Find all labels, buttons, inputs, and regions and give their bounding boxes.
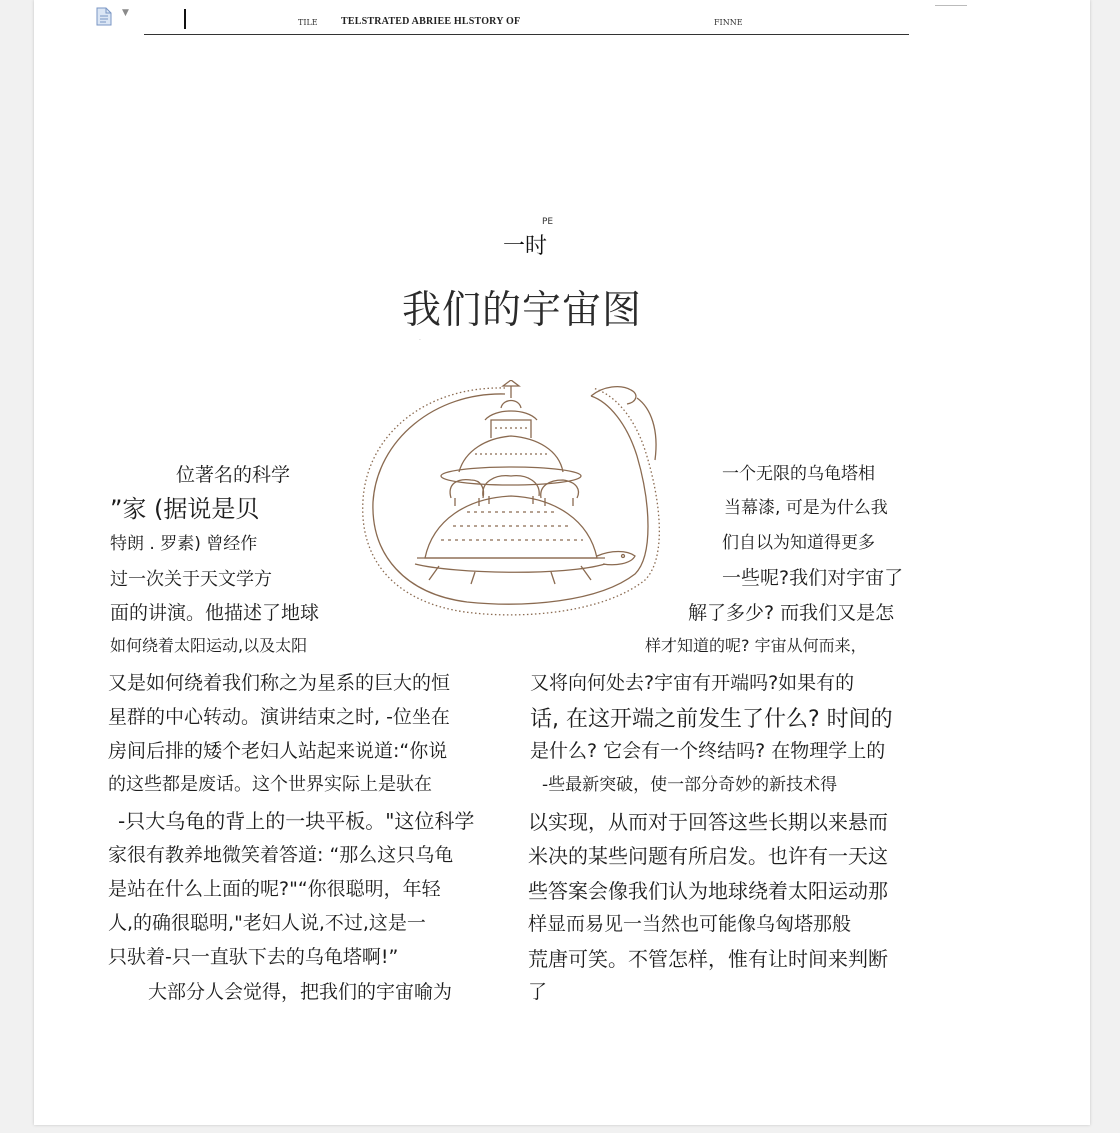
chapter-title: 我们的宇宙图: [402, 288, 643, 333]
right-column-line-10: 了: [528, 981, 548, 1003]
right-column-line-2: 话, 在这开端之前发生了什么? 时间的: [530, 707, 893, 732]
right-column-line-5: 以实现，从而对于回答这些长期以来悬而: [528, 810, 888, 834]
right-column-line-9: 荒唐可笑。不管怎样，惟有让时间来判断: [528, 947, 888, 971]
page-corner-mark: [935, 5, 967, 6]
left-wrap-line-5: 面的讲演。他描述了地球: [110, 602, 320, 624]
left-wrap-line-1: 位著名的科学: [176, 464, 291, 486]
left-column-line-1: 又是如何绕着我们称之为星系的巨大的恒: [108, 672, 451, 694]
stray-mark: ·: [419, 337, 421, 344]
left-wrap-line-4: 过一次关于天文学方: [110, 569, 272, 590]
left-wrap-line-3: 特朗 . 罗素) 曾经作: [110, 534, 258, 554]
right-wrap-line-5: 解了多少? 而我们又是怎: [688, 602, 895, 624]
running-header: [144, 6, 909, 35]
turtle-tower-illustration: [355, 380, 667, 625]
left-column-line-3: 房间后排的矮个老妇人站起来说道:“你说: [108, 740, 448, 762]
left-column-line-6: 家很有教养地微笑着答道: “那么这只乌龟: [108, 844, 454, 866]
right-column-line-6: 米决的某些问题有所启发。也许有一天这: [528, 844, 888, 868]
left-wrap-line-6: 如何绕着太阳运动,以及太阳: [110, 636, 308, 655]
chevron-down-icon[interactable]: ▼: [122, 8, 129, 18]
header-right-label: FINNE: [714, 18, 743, 27]
right-wrap-line-2: 当幕漆, 可是为什么我: [724, 498, 888, 518]
document-icon[interactable]: [96, 7, 112, 26]
left-wrap-line-2: ”家 (据说是贝: [110, 495, 260, 523]
right-wrap-line-4: 一些呢?我们对宇宙了: [722, 567, 904, 589]
right-wrap-line-3: 们自以为知道得更多: [722, 533, 875, 553]
left-column-line-2: 星群的中心转动。演讲结束之时, -位坐在: [108, 706, 450, 728]
left-column-line-10: 大部分人会觉得，把我们的宇宙喻为: [148, 981, 453, 1003]
text-cursor: [184, 9, 186, 29]
right-column-line-7: 些答案会像我们认为地球绕着太阳运动那: [528, 879, 888, 903]
right-column-line-4: -些最新突破，使一部分奇妙的新技术得: [542, 775, 838, 795]
right-column-line-3: 是什么? 它会有一个终结吗? 在物理学上的: [530, 740, 886, 762]
right-column-line-1: 又将向何处去?宇宙有开端吗?如果有的: [530, 672, 855, 694]
header-left-label: TILE: [298, 18, 318, 27]
chapter-superscript: PE: [542, 217, 554, 227]
left-column-line-5: -只大乌龟的背上的一块平板。"这位科学: [118, 809, 475, 833]
left-column-line-7: 是站在什么上面的呢?"“你很聪明，年轻: [108, 878, 441, 900]
right-wrap-line-6: 样才知道的呢? 宇宙从何而来，: [645, 636, 867, 655]
chapter-number: 一时: [503, 234, 548, 259]
right-wrap-line-1: 一个无限的乌龟塔相: [722, 464, 875, 484]
left-column-line-4: 的这些都是废话。这个世界实际上是驮在: [108, 774, 432, 795]
left-column-line-8: 人,的确很聪明,"老妇人说,不过,这是一: [108, 912, 426, 934]
header-title: TELSTRATED ABRIEE HLSTORY OF: [341, 16, 521, 27]
right-column-line-8: 样显而易见一当然也可能像乌匈塔那般: [528, 913, 852, 935]
left-column-line-9: 只驮着-只一直驮下去的乌龟塔啊!”: [108, 946, 399, 968]
